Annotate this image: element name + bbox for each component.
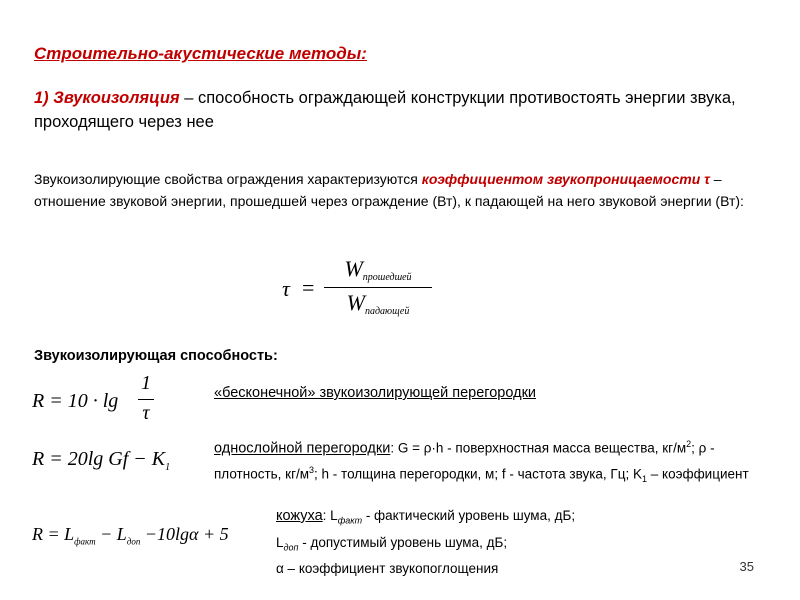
soundproofing-text: – способность ограждающей конструкции противостоять энергии звука, проходящего через нее xyxy=(34,89,736,131)
slide-title: Строительно-акустические методы: xyxy=(34,44,367,63)
desc-casing: кожуха: $L_{факт}$ - фактический уровень шума, дБ; $L_{доп}$ - допустимый уровень шума, дБ; α – коэффициент звукопоглощения xyxy=(276,508,576,577)
formula-infinite-partition xyxy=(32,372,202,432)
fraction-bar xyxy=(324,287,432,288)
formula1-fraction-bar xyxy=(138,399,154,400)
page-number: 35 xyxy=(739,559,754,574)
formula1-denominator: τ xyxy=(142,402,150,424)
desc-single-layer: однослойной перегородки: G = ρ·h - поверхностная масса вещества, $кг/м^2$; ρ - плотность, $кг/м^3$; h - толщина перегородки, м; f - частота звука, Гц; $K_1$ – коэффициент xyxy=(214,439,749,484)
paragraph-part1: Звукоизолирующие свойства ограждения характеризуются xyxy=(34,171,422,187)
tau-numerator: $W_{прошедшей}$ xyxy=(344,256,412,284)
formula-single-layer: R = 20lg $Gf - K_1$ xyxy=(32,448,171,473)
formula1-numerator: 1 xyxy=(141,372,151,394)
equals-sign: = xyxy=(302,275,315,300)
paragraph-part2: – отношение звуковой энергии, прошедшей через ограждение (Вт), к падающей на него звуковой энергии (Вт): xyxy=(34,171,744,209)
soundproofing-definition xyxy=(34,86,774,134)
formula1-lhs: R = 10 · lg xyxy=(32,390,119,412)
desc-infinite-partition: «бесконечной» звукоизолирующей перегородки xyxy=(214,385,537,401)
formula-casing: $R = L_{факт} - L_{доп} -10\lg\alpha + 5$ xyxy=(32,524,229,547)
sound-insulation-subtitle: Звукоизолирующая способность: xyxy=(34,348,278,364)
transmission-coefficient-term: коэффициентом звукопроницаемости τ xyxy=(421,171,710,187)
soundproofing-heading: 1) Звукоизоляция xyxy=(34,89,180,107)
tau-symbol: τ xyxy=(282,276,290,301)
tau-denominator: $W_{падающей}$ xyxy=(346,290,410,318)
transmission-paragraph xyxy=(34,168,774,212)
tau-formula xyxy=(282,256,432,320)
